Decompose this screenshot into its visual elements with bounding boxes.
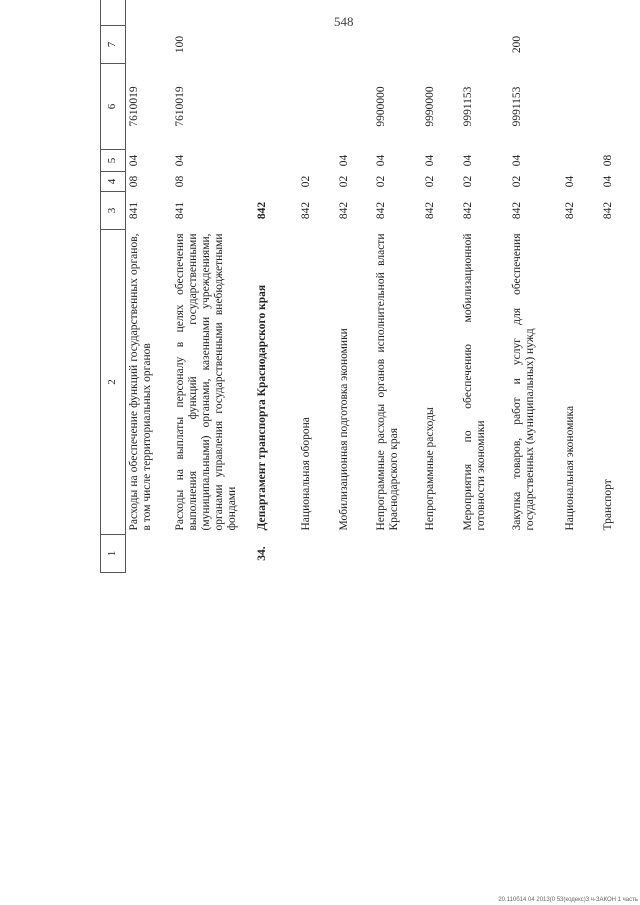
code-section: 02: [461, 175, 474, 188]
row-number: [562, 535, 599, 573]
code-admin: 842: [374, 201, 387, 220]
code-admin: 842: [510, 201, 523, 220]
row-name: Непрограммные расходы: [424, 407, 437, 531]
header-cell: 2: [101, 230, 126, 535]
code-subsection: 04: [127, 154, 140, 167]
code-section: 08: [127, 175, 140, 188]
code-expense-type: [125, 26, 172, 64]
table-row: [254, 0, 298, 573]
table-body: [101, 0, 636, 573]
code-admin: 842: [424, 201, 437, 220]
code-target: [254, 64, 298, 150]
code-expense-type: [422, 26, 459, 64]
code-target: 9991153: [461, 86, 474, 127]
row-name: Национальная оборона: [300, 417, 313, 531]
table-row: [336, 0, 373, 573]
code-section: 02: [510, 175, 523, 188]
header-cell: 6: [101, 64, 126, 150]
code-expense-type: [373, 26, 422, 64]
header-cell: 5: [101, 150, 126, 172]
row-number: [422, 535, 459, 573]
row-name: Национальная экономика: [564, 405, 577, 531]
header-cell: [101, 0, 126, 26]
row-number: [336, 535, 373, 573]
code-subsection: [298, 150, 335, 172]
row-name: Мероприятия по обеспечению мобилизационной готовности экономики: [461, 233, 487, 531]
row-number: [298, 535, 335, 573]
code-subsection: 04: [337, 154, 350, 167]
row-name: Закупка товаров, работ и услуг для обеспечения государственных (муниципальных) нужд: [510, 233, 536, 531]
table-row: [298, 0, 335, 573]
code-admin: 842: [337, 201, 350, 220]
table-row: [422, 0, 459, 573]
code-admin: 842: [564, 201, 577, 220]
code-subsection: 04: [424, 154, 437, 167]
document-code: 20.110б14 04 2013(0 53(кодекс)3 ч-ЗАКОН 1 часть: [498, 897, 638, 903]
header-cell: 3: [101, 192, 126, 230]
header-cell: 4: [101, 172, 126, 192]
budget-table-wrapper: [100, 0, 635, 573]
row-number: [509, 535, 563, 573]
table-row: [460, 0, 509, 573]
code-expense-type: [562, 26, 599, 64]
code-section: [254, 172, 298, 192]
code-expense-type: [336, 26, 373, 64]
code-subsection: 04: [510, 154, 523, 167]
code-admin: 842: [601, 201, 614, 220]
row-number: [172, 535, 254, 573]
row-name: Расходы на выплаты персоналу в целях обеспечения выполнения функций государственными (муниципальными) органами, казенными учреждениями, органами управления государственными внебюджетными фондами: [173, 233, 238, 531]
row-number: [373, 535, 422, 573]
code-section: 02: [337, 175, 350, 188]
code-target: [600, 64, 635, 150]
amount-col8: [600, 0, 635, 26]
code-expense-type: 200: [510, 35, 523, 54]
row-name: Мобилизационная подготовка экономики: [337, 328, 350, 531]
amount-col8: [460, 0, 509, 26]
code-target: [298, 64, 335, 150]
code-admin: 841: [173, 201, 186, 220]
code-subsection: 08: [601, 154, 614, 167]
code-target: [562, 64, 599, 150]
code-expense-type: [460, 26, 509, 64]
amount-col8: [422, 0, 459, 26]
code-target: 9900000: [374, 86, 387, 127]
header-row: [101, 0, 126, 573]
code-subsection: 04: [374, 154, 387, 167]
header-cell: 7: [101, 26, 126, 64]
code-section: 02: [300, 175, 313, 188]
code-admin: 842: [255, 201, 268, 220]
code-section: 04: [564, 175, 577, 188]
code-section: 04: [601, 175, 614, 188]
amount-col8: [373, 0, 422, 26]
code-admin: 842: [461, 201, 474, 220]
code-expense-type: 100: [173, 35, 186, 54]
code-subsection: [254, 150, 298, 172]
code-expense-type: [298, 26, 335, 64]
amount-col8: [125, 0, 172, 26]
code-subsection: 04: [173, 154, 186, 167]
code-target: 7610019: [173, 86, 186, 127]
code-target: 7610019: [127, 86, 140, 127]
table-row: [509, 0, 563, 573]
code-admin: 842: [300, 201, 313, 220]
table-row: [562, 0, 599, 573]
budget-table: [100, 0, 635, 573]
code-section: 02: [424, 175, 437, 188]
amount-col8: [509, 0, 563, 26]
page-number: 548: [334, 14, 354, 29]
row-number: [460, 535, 509, 573]
row-name: Транспорт: [601, 479, 614, 531]
row-number: [600, 535, 635, 573]
table-row: [172, 0, 254, 573]
code-expense-type: [600, 26, 635, 64]
row-number: 34.: [255, 546, 268, 561]
amount-col8: [254, 0, 298, 26]
code-subsection: [562, 150, 599, 172]
amount-col8: [298, 0, 335, 26]
table-row: [373, 0, 422, 573]
amount-col8: [562, 0, 599, 26]
table-row: [125, 0, 172, 573]
code-admin: 841: [127, 201, 140, 220]
code-target: [336, 64, 373, 150]
rotated-page-area: [100, 35, 635, 804]
amount-col8: [336, 0, 373, 26]
code-subsection: 04: [461, 154, 474, 167]
code-section: 02: [374, 175, 387, 188]
row-number: [125, 535, 172, 573]
code-target: 9990000: [424, 86, 437, 127]
row-name: Расходы на обеспечение функций государственных органов, в том числе территориальных органов: [127, 233, 153, 531]
table-row: [600, 0, 635, 573]
header-cell: 1: [101, 535, 126, 573]
code-section: 08: [173, 175, 186, 188]
amount-col8: [172, 0, 254, 26]
code-target: 9991153: [510, 86, 523, 127]
code-expense-type: [254, 26, 298, 64]
row-name: Непрограммные расходы органов исполнительной власти Краснодарского края: [374, 233, 400, 531]
row-name: Департамент транспорта Краснодарского края: [255, 284, 268, 531]
